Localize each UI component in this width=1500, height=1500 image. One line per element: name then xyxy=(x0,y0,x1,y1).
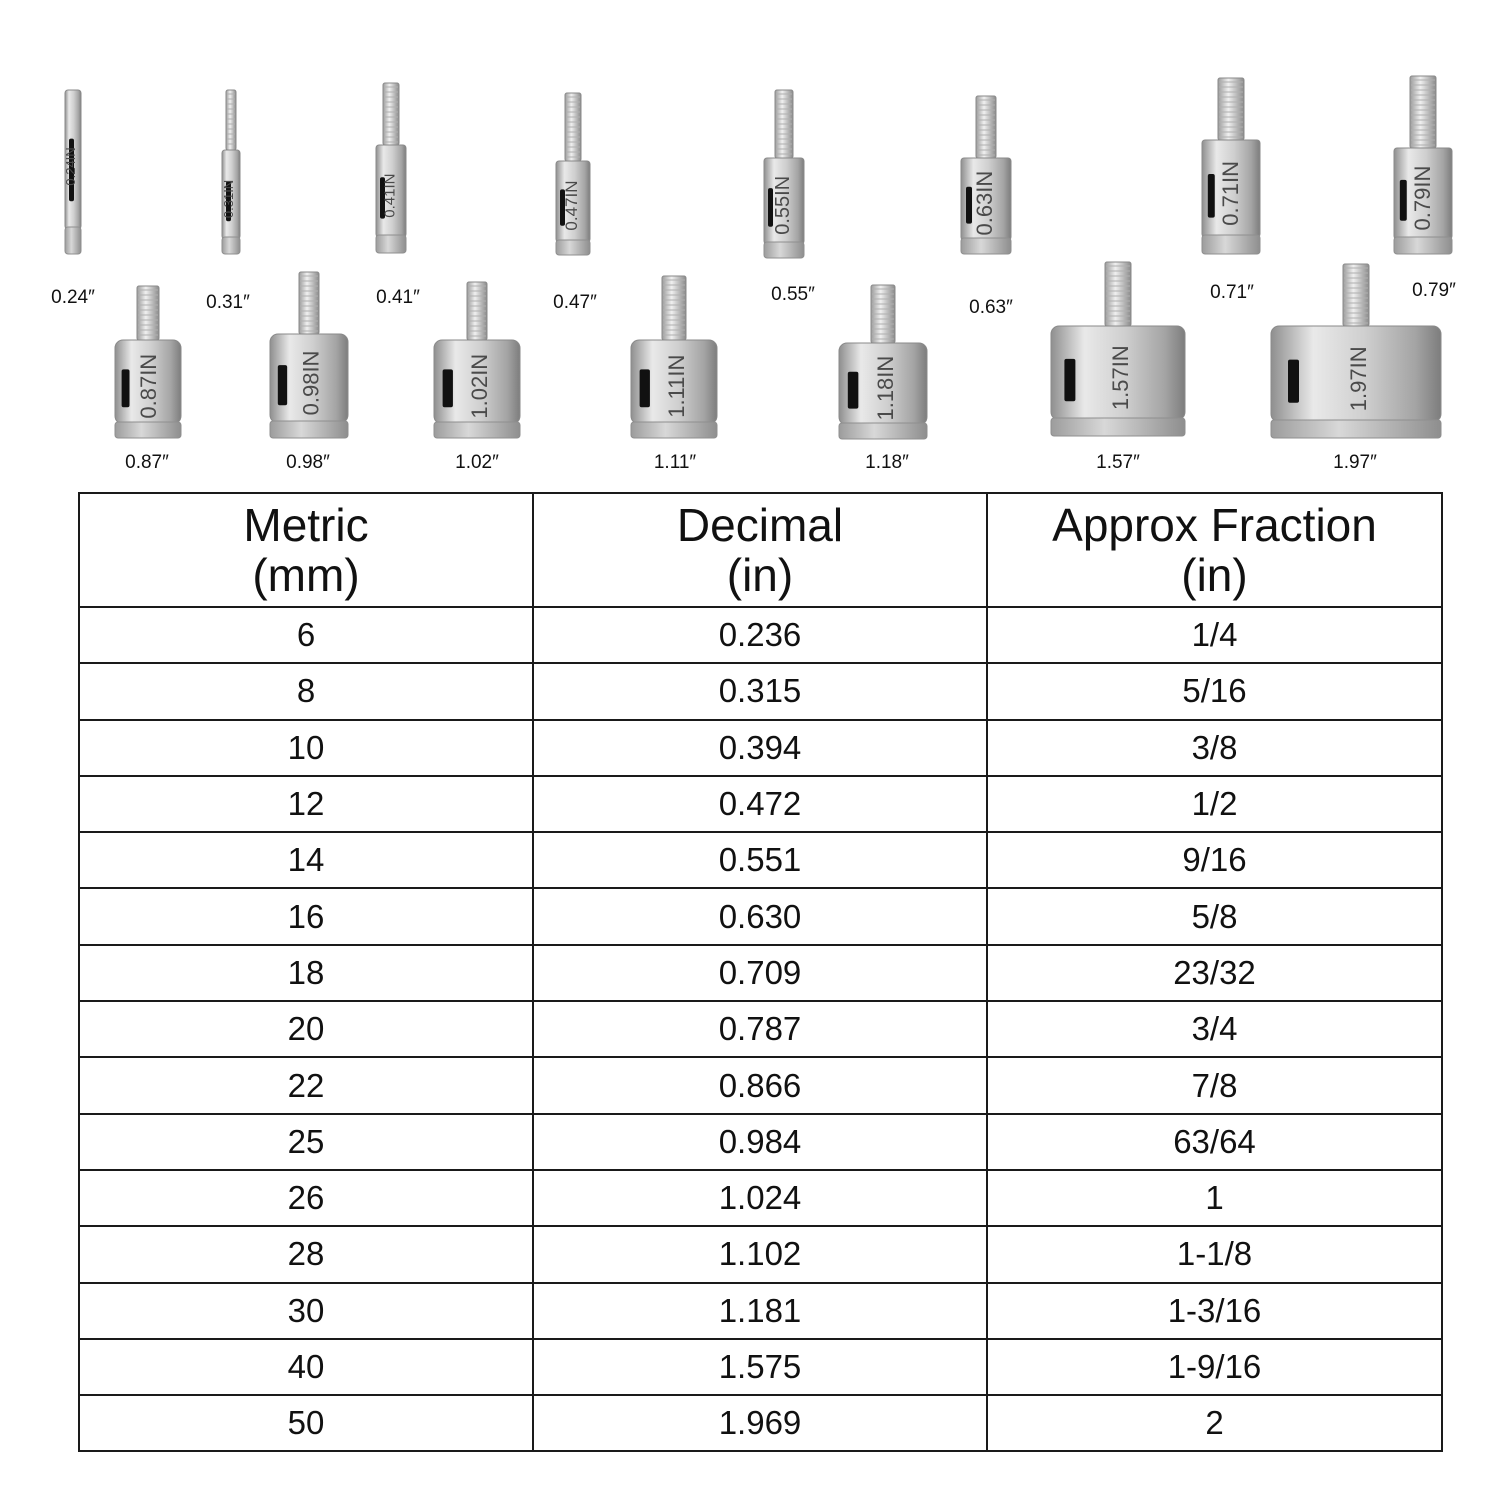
drill-bit xyxy=(553,93,597,313)
metric-cell: 8 xyxy=(79,663,533,719)
drill-bit-size-label: 0.98″ xyxy=(286,452,330,473)
table-header-row xyxy=(79,493,1442,607)
drill-bit-diamond-grit xyxy=(556,240,590,255)
fraction-cell: 7/8 xyxy=(987,1057,1442,1113)
header-decimal-unit: (in) xyxy=(726,549,794,601)
size-conversion-table xyxy=(78,492,1443,1452)
drill-bit-size-label: 0.31″ xyxy=(206,292,250,313)
drill-bit xyxy=(1202,78,1260,303)
fraction-cell: 1/2 xyxy=(987,776,1442,832)
drill-bit-diamond-grit xyxy=(839,423,927,439)
header-decimal-title: Decimal xyxy=(676,499,844,551)
drill-bit-diamond-grit xyxy=(631,422,717,438)
table-row xyxy=(79,1057,1442,1113)
drill-bit-size-label: 1.57″ xyxy=(1096,452,1140,473)
metric-cell: 10 xyxy=(79,720,533,776)
drill-bit-size-label: 0.24″ xyxy=(51,287,95,308)
drill-bit-diamond-grit xyxy=(115,422,181,438)
drill-bit-size-label: 1.97″ xyxy=(1333,452,1377,473)
decimal-cell: 1.969 xyxy=(533,1395,987,1451)
decimal-cell: 1.575 xyxy=(533,1339,987,1395)
fraction-cell: 2 xyxy=(987,1395,1442,1451)
drill-bit-slot xyxy=(848,372,859,409)
drill-bit-size-label: 0.71″ xyxy=(1210,282,1254,303)
metric-cell: 25 xyxy=(79,1114,533,1170)
header-fraction-unit: (in) xyxy=(1181,549,1248,601)
fraction-cell: 5/8 xyxy=(987,888,1442,944)
table-row xyxy=(79,1114,1442,1170)
drill-bit-shank xyxy=(1410,76,1436,148)
fraction-cell: 9/16 xyxy=(987,832,1442,888)
decimal-cell: 0.984 xyxy=(533,1114,987,1170)
decimal-cell: 1.024 xyxy=(533,1170,987,1226)
drill-bit-diamond-grit xyxy=(1394,237,1452,254)
header-metric-unit: (mm) xyxy=(252,549,360,601)
fraction-cell: 23/32 xyxy=(987,945,1442,1001)
table-row xyxy=(79,720,1442,776)
drill-bit-size-label: 0.63″ xyxy=(969,297,1013,318)
drill-bit-engraving: 0.24IN xyxy=(62,147,78,186)
drill-bit-engraving: 1.18IN xyxy=(873,355,898,421)
fraction-cell: 5/16 xyxy=(987,663,1442,719)
drill-bit-slot xyxy=(1400,180,1407,221)
drill-bit-slot xyxy=(1208,174,1215,218)
drill-bit xyxy=(1051,262,1185,473)
table-row xyxy=(79,1339,1442,1395)
metric-cell: 22 xyxy=(79,1057,533,1113)
drill-bit xyxy=(839,285,927,473)
drill-bit xyxy=(270,272,348,473)
header-fraction-title: Approx Fraction xyxy=(1052,499,1377,551)
table-row xyxy=(79,1170,1442,1226)
decimal-cell: 1.181 xyxy=(533,1283,987,1339)
metric-cell: 12 xyxy=(79,776,533,832)
table-row xyxy=(79,663,1442,719)
drill-bit-slot xyxy=(1288,360,1299,403)
drill-bit-slot xyxy=(443,369,453,407)
drill-bit xyxy=(115,286,181,473)
fraction-cell: 3/4 xyxy=(987,1001,1442,1057)
metric-cell: 6 xyxy=(79,607,533,663)
drill-bit-slot xyxy=(640,369,650,407)
table-row xyxy=(79,1001,1442,1057)
drill-bit-engraving: 0.47IN xyxy=(562,180,582,231)
table-row xyxy=(79,1226,1442,1282)
drill-bit-diamond-grit xyxy=(1202,235,1260,254)
drill-bit-size-label: 1.18″ xyxy=(865,452,909,473)
decimal-cell: 0.866 xyxy=(533,1057,987,1113)
drill-bits-illustration xyxy=(0,0,1500,490)
decimal-cell: 0.630 xyxy=(533,888,987,944)
drill-bit-engraving: 1.97IN xyxy=(1346,346,1371,412)
table-row xyxy=(79,1283,1442,1339)
drill-bit-slot xyxy=(122,369,130,407)
drill-bit-slot xyxy=(1064,359,1075,401)
metric-cell: 18 xyxy=(79,945,533,1001)
metric-cell: 26 xyxy=(79,1170,533,1226)
drill-bit xyxy=(51,90,95,308)
metric-cell: 16 xyxy=(79,888,533,944)
drill-bit-diamond-grit xyxy=(434,422,520,438)
drill-bit-engraving: 0.87IN xyxy=(135,353,161,419)
drill-bit-shank xyxy=(137,286,159,340)
drill-bit-diamond-grit xyxy=(1271,420,1441,438)
drill-bit-size-label: 1.02″ xyxy=(455,452,499,473)
drill-bit-engraving: 0.55IN xyxy=(771,175,794,235)
drill-bit-diamond-grit xyxy=(222,237,240,254)
metric-cell: 40 xyxy=(79,1339,533,1395)
drill-bit-engraving: 0.79IN xyxy=(1409,165,1435,231)
drill-bit-size-label: 0.55″ xyxy=(771,284,815,305)
metric-cell: 50 xyxy=(79,1395,533,1451)
drill-bit-diamond-grit xyxy=(65,227,81,254)
decimal-cell: 0.472 xyxy=(533,776,987,832)
decimal-cell: 0.236 xyxy=(533,607,987,663)
fraction-cell: 1-3/16 xyxy=(987,1283,1442,1339)
decimal-cell: 0.394 xyxy=(533,720,987,776)
table-row xyxy=(79,776,1442,832)
drill-bit-size-label: 0.41″ xyxy=(376,287,420,308)
fraction-cell: 3/8 xyxy=(987,720,1442,776)
drill-bit-engraving: 0.41IN xyxy=(381,173,399,218)
drill-bit-diamond-grit xyxy=(961,238,1011,254)
decimal-cell: 0.315 xyxy=(533,663,987,719)
drill-bit-size-label: 0.87″ xyxy=(125,452,169,473)
drill-bit-size-label: 1.11″ xyxy=(653,452,697,473)
decimal-cell: 0.709 xyxy=(533,945,987,1001)
metric-cell: 14 xyxy=(79,832,533,888)
decimal-cell: 0.551 xyxy=(533,832,987,888)
drill-bit xyxy=(434,282,520,473)
fraction-cell: 1-9/16 xyxy=(987,1339,1442,1395)
drill-bit-diamond-grit xyxy=(376,235,406,253)
drill-bit xyxy=(206,90,250,313)
drill-bit xyxy=(961,96,1013,318)
drill-bit xyxy=(764,90,815,305)
drill-bit xyxy=(1394,76,1456,301)
drill-bit-engraving: 0.71IN xyxy=(1217,160,1243,226)
header-metric xyxy=(79,493,533,607)
drill-bit-diamond-grit xyxy=(1051,418,1185,436)
header-metric-title: Metric xyxy=(243,499,369,551)
drill-bit-engraving: 1.11IN xyxy=(664,354,689,418)
decimal-cell: 1.102 xyxy=(533,1226,987,1282)
table-row xyxy=(79,888,1442,944)
metric-cell: 20 xyxy=(79,1001,533,1057)
drill-bit-engraving: 1.57IN xyxy=(1108,345,1133,411)
drill-bit-slot xyxy=(278,365,287,405)
drill-bit xyxy=(376,83,420,308)
decimal-cell: 0.787 xyxy=(533,1001,987,1057)
drill-bit-diamond-grit xyxy=(764,242,804,258)
drill-bit-size-label: 0.79″ xyxy=(1412,280,1456,301)
table-row xyxy=(79,832,1442,888)
drill-bit-engraving: 0.31IN xyxy=(221,179,237,219)
drill-bit-engraving: 1.02IN xyxy=(467,353,492,419)
table-row xyxy=(79,1395,1442,1451)
drill-bit-diamond-grit xyxy=(270,421,348,438)
table-row xyxy=(79,607,1442,663)
fraction-cell: 1 xyxy=(987,1170,1442,1226)
header-decimal xyxy=(533,493,987,607)
fraction-cell: 1/4 xyxy=(987,607,1442,663)
drill-bit xyxy=(631,276,717,473)
drill-bit-size-label: 0.47″ xyxy=(553,292,597,313)
drill-bit-engraving: 0.63IN xyxy=(972,170,997,236)
fraction-cell: 63/64 xyxy=(987,1114,1442,1170)
header-fraction xyxy=(987,493,1442,607)
metric-cell: 28 xyxy=(79,1226,533,1282)
drill-bit-engraving: 0.98IN xyxy=(298,350,324,416)
table-row xyxy=(79,945,1442,1001)
fraction-cell: 1-1/8 xyxy=(987,1226,1442,1282)
metric-cell: 30 xyxy=(79,1283,533,1339)
